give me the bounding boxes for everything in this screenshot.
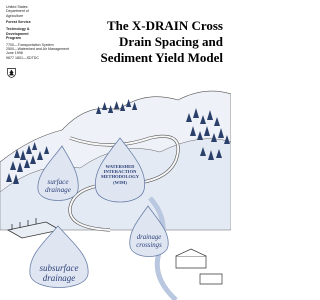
title-line: The X-DRAIN Cross <box>106 18 223 33</box>
detail-line: June 1998 <box>6 51 23 56</box>
watershed-illustration <box>0 80 231 300</box>
wim-drop-label: WATERSHED INTERACTION METHODOLOGY (WIM) <box>100 164 140 185</box>
program-line: Program <box>6 35 21 40</box>
title-line: Drain Spacing and <box>118 34 223 49</box>
forest-service-shield-icon <box>7 65 16 75</box>
detail-line: 9877 1801—SDTDC <box>6 55 39 60</box>
document-title <box>73 18 223 66</box>
program-line: Technology & <box>6 27 30 32</box>
surface-drainage-label: surface drainage <box>45 178 71 194</box>
program-line: Development <box>6 31 29 36</box>
subsurface-drainage-label: subsurface drainage <box>39 263 79 283</box>
agency-block <box>6 5 69 60</box>
drainage-crossings-label: drainage crossings <box>136 234 162 249</box>
detail-line: 2500—Watershed and Air Management <box>6 47 69 52</box>
drainage-crossing-structure <box>176 249 222 284</box>
service-name: Forest Service <box>6 20 31 25</box>
agency-line: United States <box>6 5 28 9</box>
agency-line: Department of <box>6 9 29 14</box>
agency-line: Agriculture <box>6 13 24 18</box>
title-line: Sediment Yield Model <box>100 50 223 65</box>
detail-line: 7700—Transportation System <box>6 42 54 47</box>
